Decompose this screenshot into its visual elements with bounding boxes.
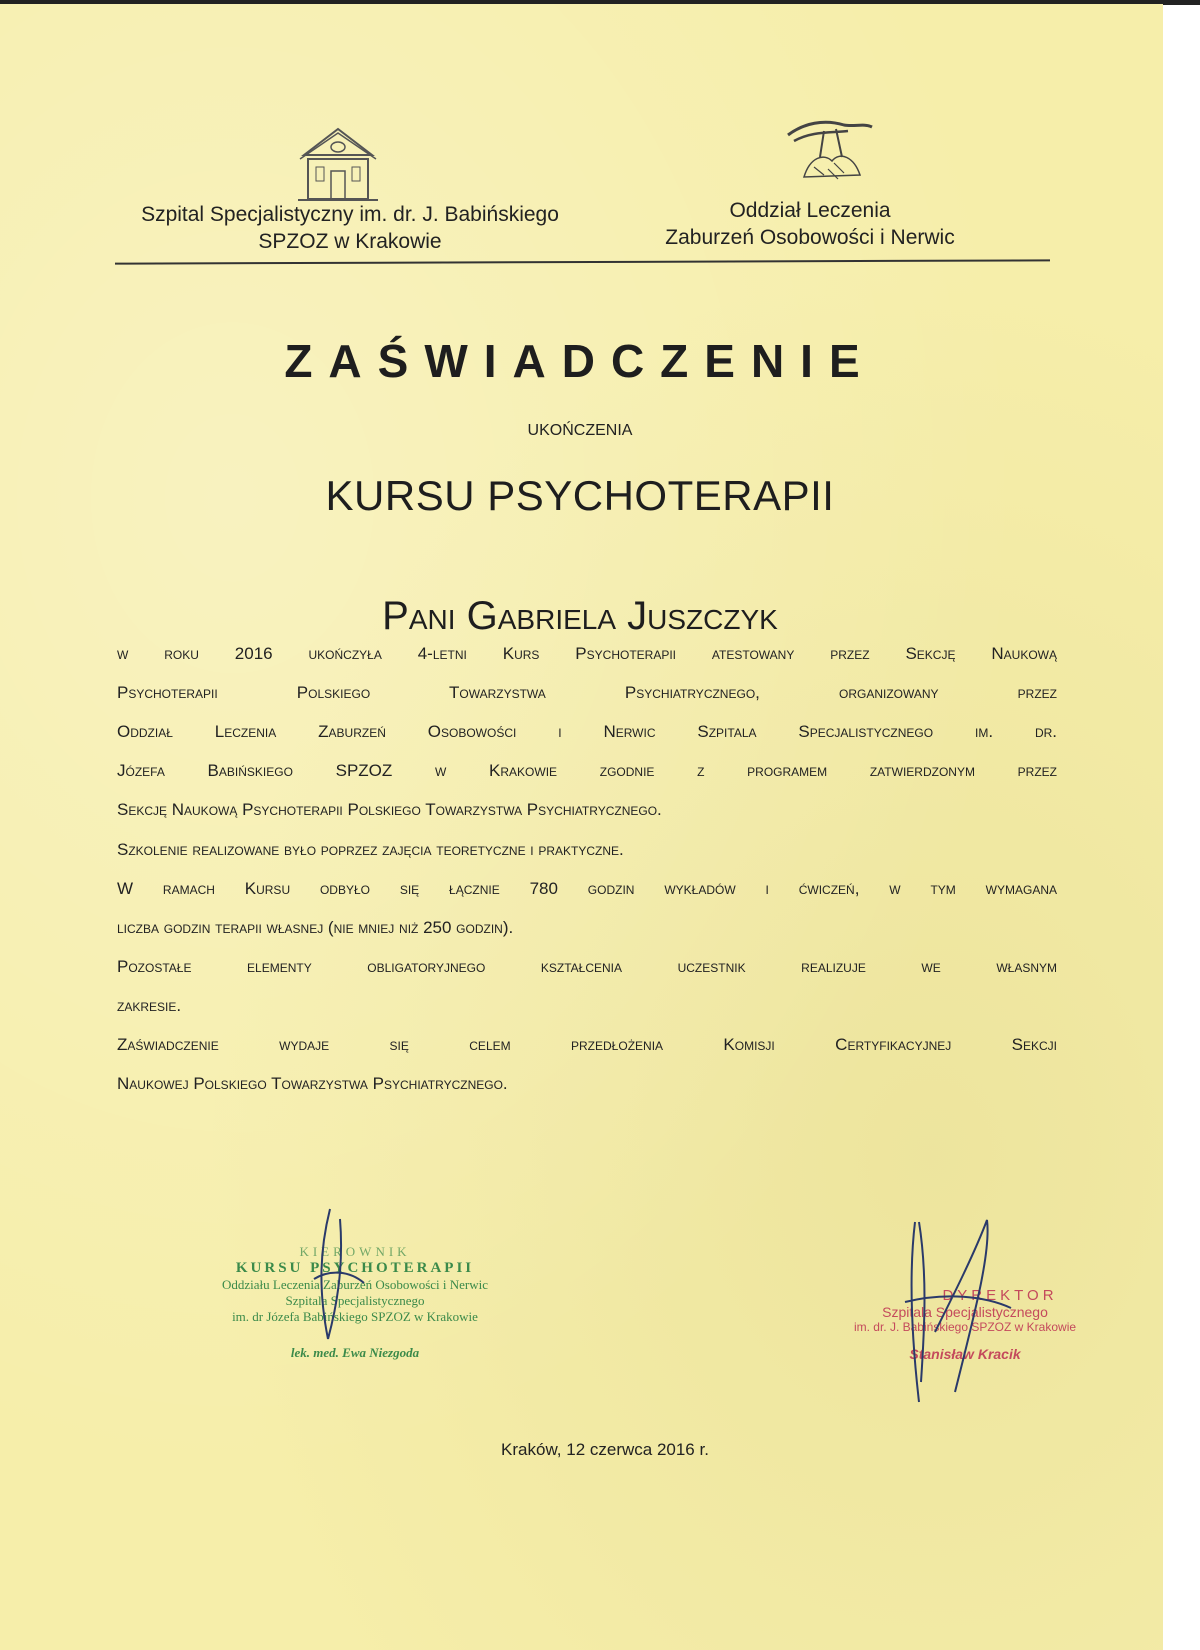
body-line: Psychoterapii Polskiego Towarzystwa Psychiatrycznego, organizowany przez — [117, 683, 1057, 702]
body-line: zakresie. — [117, 996, 182, 1015]
stamp-left-line5: im. dr Józefa Babińskiego SPZOZ w Krakowie — [232, 1309, 478, 1324]
body-line: Pozostałe elementy obligatoryjnego kształcenia uczestnik realizuje we własnym — [117, 957, 1057, 976]
department-name-line1: Oddział Leczenia — [729, 199, 891, 222]
body-line: Józefa Babińskiego SPZOZ w Krakowie zgodnie z programem zatwierdzonym przez — [117, 761, 1057, 780]
course-name: KURSU PSYCHOTERAPII — [325, 472, 835, 519]
stamp-left-signatory: lek. med. Ewa Niezgoda — [290, 1345, 420, 1360]
body-line: Oddział Leczenia Zaburzeń Osobowości i Nerwic Szpitala Specjalistycznego im. dr. — [117, 722, 1057, 741]
hospital-name-line2: SPZOZ w Krakowie — [258, 230, 442, 253]
course-director-signature-icon — [300, 1199, 370, 1349]
body-line: Naukowej Polskiego Towarzystwa Psychiatrycznego. — [117, 1074, 508, 1093]
body-line: liczba godzin terapii własnej (nie mniej niż 250 godzin). — [117, 918, 514, 937]
hospital-name — [100, 201, 600, 255]
certificate-subtitle: UKOŃCZENIA — [527, 422, 633, 439]
department-name-line2: Zaburzeń Osobowości i Nerwic — [665, 226, 955, 249]
certificate-title: ZAŚWIADCZENIE — [284, 335, 876, 387]
issue-date: Kraków, 12 czerwca 2016 r. — [501, 1440, 709, 1459]
body-line: Zaświadczenie wydaje się celem przedłożenia Komisji Certyfikacyjnej Sekcji — [117, 1035, 1057, 1054]
director-signature-icon — [895, 1212, 1015, 1412]
department-name — [620, 197, 1000, 251]
body-line: W ramach Kursu odbyło się łącznie 780 godzin wykładów i ćwiczeń, w tym wymagana — [117, 879, 1057, 898]
stamp-left-line2: KURSU PSYCHOTERAPII — [235, 1260, 475, 1276]
body-line: Sekcję Naukową Psychoterapii Polskiego Towarzystwa Psychiatrycznego. — [117, 800, 662, 819]
hospital-building-logo-icon — [298, 125, 378, 203]
body-line: w roku 2016 ukończyła 4-letni Kurs Psychoterapii atestowany przez Sekcję Naukową — [117, 644, 1057, 663]
stamp-right-line1: DYREKTOR — [942, 1287, 1058, 1304]
recipient-name: Pani Gabriela Juszczyk — [382, 594, 778, 638]
header-divider — [115, 259, 1050, 264]
stamp-left-line3: Oddziału Leczenia Zaburzeń Osobowości i Nerwic — [221, 1277, 489, 1292]
body-line: Szkolenie realizowane było poprzez zajęcia teoretyczne i praktyczne. — [117, 840, 624, 859]
certificate-page — [0, 4, 1163, 1650]
stamp-right-line2: Szpitala Specjalistycznego — [882, 1304, 1048, 1320]
stamp-right-signatory: Stanisław Kracik — [909, 1346, 1021, 1362]
stamp-right-line3: im. dr. J. Babińskiego SPZOZ w Krakowie — [853, 1320, 1077, 1334]
hospital-name-line1: Szpital Specjalistyczny im. dr. J. Babińskiego — [141, 203, 559, 226]
stamp-left-line1: KIEROWNIK — [299, 1244, 411, 1259]
stamp-left-line4: Szpitala Specjalistycznego — [285, 1293, 425, 1308]
tree-on-rocks-logo-icon — [784, 117, 874, 189]
